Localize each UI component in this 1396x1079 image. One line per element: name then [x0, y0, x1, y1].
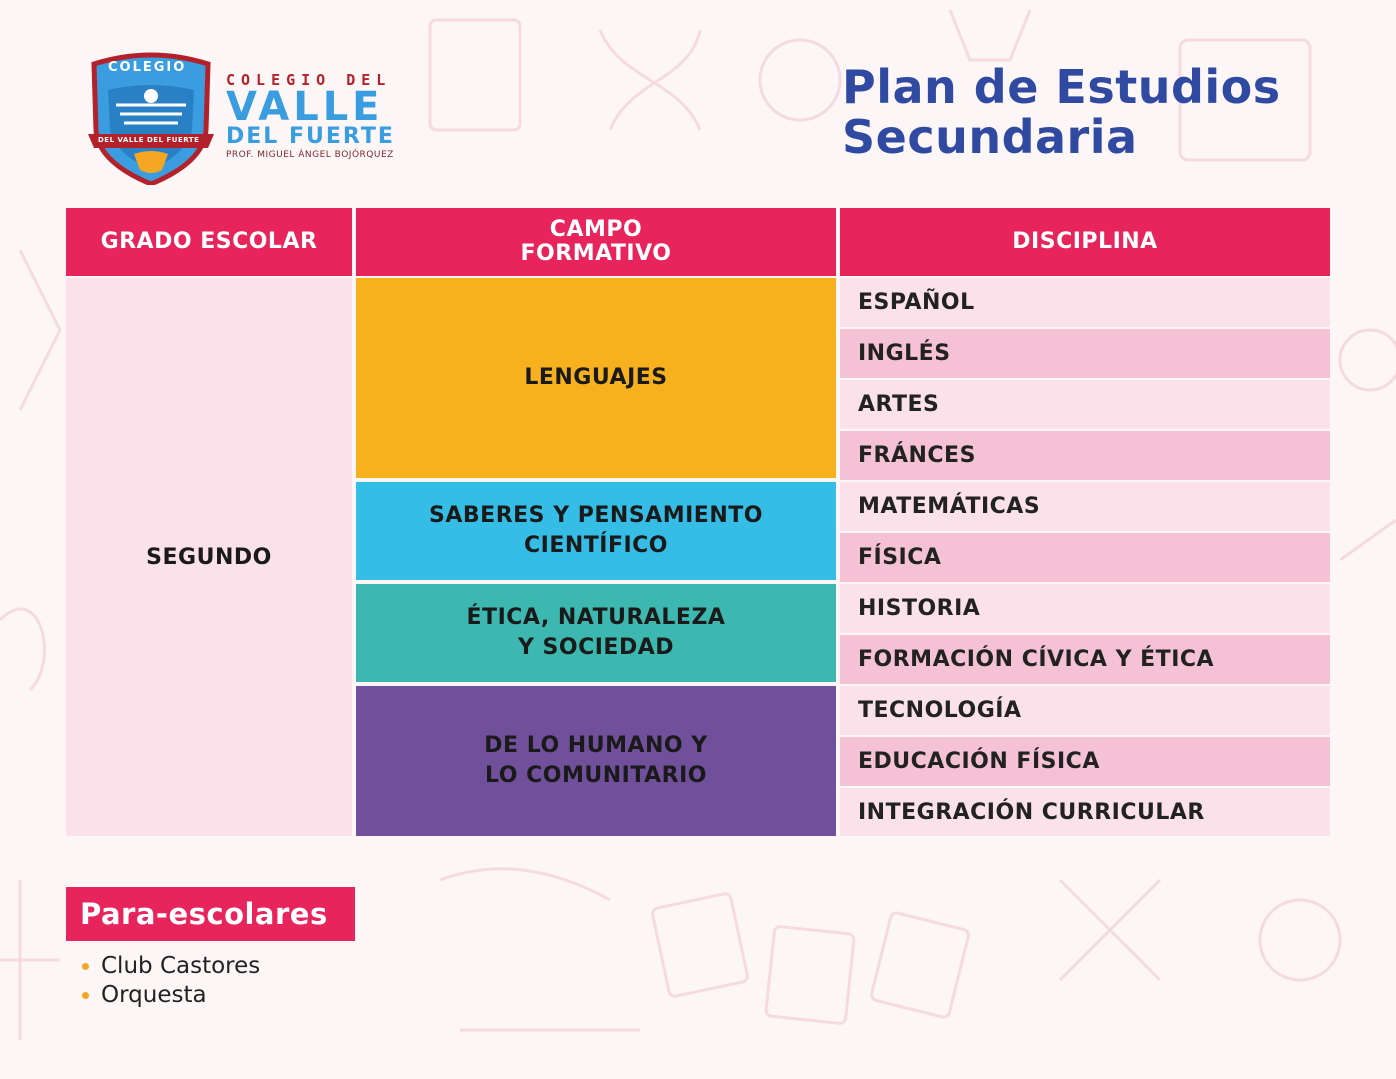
disciplina-row: ESPAÑOL: [840, 278, 1330, 327]
logo-wordmark: [226, 72, 395, 160]
header-campo: [356, 208, 836, 276]
bullet-icon: [82, 963, 89, 970]
logo-line-3: DEL FUERTE: [226, 124, 395, 149]
disciplina-row: HISTORIA: [840, 584, 1330, 633]
list-item-label: Orquesta: [101, 982, 207, 1008]
grade-cell: SEGUNDO: [66, 278, 352, 836]
campo-saberes: [356, 482, 836, 580]
title-line-2: Secundaria: [842, 110, 1138, 164]
list-item: [82, 952, 260, 981]
title-line-1: Plan de Estudios: [842, 60, 1281, 114]
bullet-icon: [82, 992, 89, 999]
disciplina-row: ARTES: [840, 380, 1330, 429]
list-item: [82, 981, 260, 1010]
disciplina-row: INGLÉS: [840, 329, 1330, 378]
campo-line: LO COMUNITARIO: [485, 763, 707, 788]
school-logo: [86, 50, 406, 190]
logo-line-2: VALLE: [226, 84, 384, 130]
shield-ribbon-text: DEL VALLE DEL FUERTE: [98, 136, 200, 144]
campo-line: SABERES Y PENSAMIENTO: [429, 503, 763, 528]
logo-line-1: COLEGIO DEL: [226, 71, 392, 89]
campo-line: ÉTICA, NATURALEZA: [466, 605, 726, 630]
header-disciplina: DISCIPLINA: [840, 208, 1330, 276]
disciplina-row: TECNOLOGÍA: [840, 686, 1330, 735]
disciplina-row: MATEMÁTICAS: [840, 482, 1330, 531]
list-item-label: Club Castores: [101, 953, 261, 979]
disciplina-row: EDUCACIÓN FÍSICA: [840, 737, 1330, 786]
logo-line-4: PROF. MIGUEL ÁNGEL BOJÓRQUEZ: [226, 150, 394, 160]
disciplina-row: FÍSICA: [840, 533, 1330, 582]
curriculum-table: [66, 208, 1330, 836]
campo-line: LENGUAJES: [524, 365, 668, 390]
campo-etica: [356, 584, 836, 682]
shield-text: COLEGIO: [108, 60, 187, 75]
header-campo-line-2: FORMATIVO: [520, 241, 672, 266]
campo-line: CIENTÍFICO: [523, 533, 669, 558]
campo-line: Y SOCIEDAD: [517, 635, 675, 660]
disciplina-row: FRÁNCES: [840, 431, 1330, 480]
para-escolares-list: [82, 952, 260, 1010]
disciplina-row: FORMACIÓN CÍVICA Y ÉTICA: [840, 635, 1330, 684]
para-escolares-title: Para-escolares: [66, 887, 355, 941]
header-campo-line-1: CAMPO: [549, 217, 643, 242]
page-title: [842, 62, 1281, 162]
disciplina-row: INTEGRACIÓN CURRICULAR: [840, 788, 1330, 836]
campo-lenguajes: [356, 278, 836, 478]
header-grado: GRADO ESCOLAR: [66, 208, 352, 276]
campo-humano: [356, 686, 836, 836]
campo-line: DE LO HUMANO Y: [484, 733, 708, 758]
